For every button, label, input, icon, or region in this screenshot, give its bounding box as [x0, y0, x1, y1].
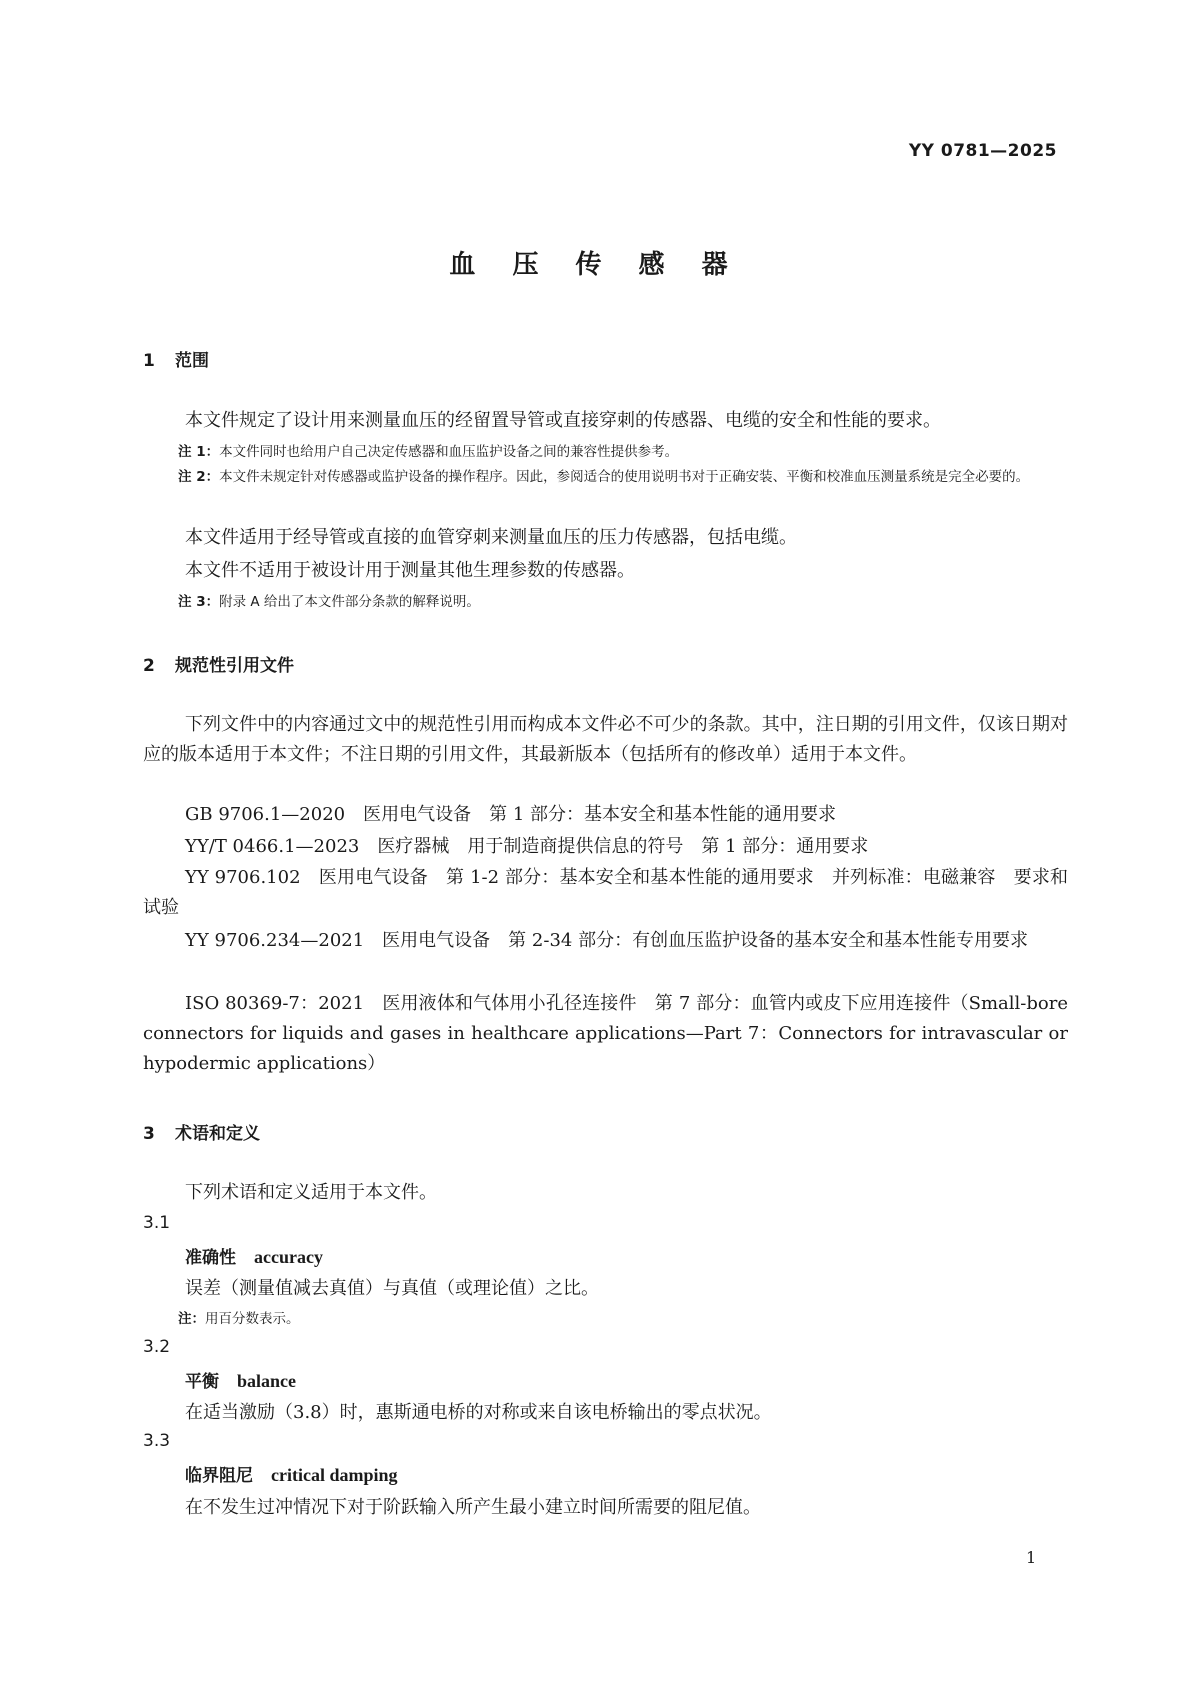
term-definition: 在不发生过冲情况下对于阶跃输入所产生最小建立时间所需要的阻尼值。: [185, 1497, 761, 1518]
section-number: 1: [143, 351, 155, 371]
section-title: 范围: [175, 351, 209, 371]
reference-item: YY 9706.234—2021 医用电气设备 第 2-34 部分：有创血压监护设备的基本安全和基本性能专用要求: [185, 930, 1029, 951]
section-title: 规范性引用文件: [175, 656, 294, 676]
term-heading: [185, 1367, 296, 1392]
note-1: [178, 440, 678, 460]
note-text: 本文件同时也给用户自己决定传感器和血压监护设备之间的兼容性提供参考。: [219, 444, 679, 460]
term-en: critical damping: [271, 1465, 398, 1485]
section-number: 2: [143, 656, 155, 676]
section-number: 3: [143, 1124, 155, 1144]
reference-item: YY/T 0466.1—2023 医疗器械 用于制造商提供信息的符号 第 1 部分：通用要求: [185, 836, 869, 857]
section-1-heading: [143, 346, 209, 371]
note-label: 注 2：: [178, 469, 220, 485]
section-title: 术语和定义: [175, 1124, 260, 1144]
paragraph: 下列术语和定义适用于本文件。: [185, 1182, 437, 1203]
term-definition: 在适当激励（3.8）时，惠斯通电桥的对称或来自该电桥输出的零点状况。: [185, 1402, 772, 1423]
term-heading: [185, 1243, 323, 1268]
term-note: [178, 1307, 300, 1327]
document-number: YY 0781—2025: [908, 141, 1057, 161]
reference-item: YY 9706.102 医用电气设备 第 1-2 部分：基本安全和基本性能的通用要求 并列标准：电磁兼容 要求和试验: [143, 867, 1068, 918]
section-2-heading: [143, 651, 294, 676]
note-label: 注 1：: [178, 444, 220, 460]
note-text: 用百分数表示。: [205, 1311, 300, 1327]
term-zh: 平衡: [185, 1372, 219, 1392]
term-zh: 准确性: [185, 1248, 236, 1268]
term-definition: 误差（测量值减去真值）与真值（或理论值）之比。: [185, 1278, 599, 1299]
term-number: 3.3: [143, 1431, 171, 1451]
note-label: 注：: [178, 1311, 205, 1327]
note-text: 本文件未规定针对传感器或监护设备的操作程序。因此，参阅适合的使用说明书对于正确安装、平衡和校准血压测量系统是完全必要的。: [219, 469, 1030, 485]
note-text: 附录 A 给出了本文件部分条款的解释说明。: [219, 594, 480, 610]
paragraph: 下列文件中的内容通过文中的规范性引用而构成本文件必不可少的条款。其中，注日期的引用文件，仅该日期对应的版本适用于本文件；不注日期的引用文件，其最新版本（包括所有的修改单）适用于本文件。: [143, 714, 1068, 765]
note-2: [178, 464, 1102, 491]
paragraph: 本文件不适用于被设计用于测量其他生理参数的传感器。: [185, 560, 635, 581]
page-title: 血 压 传 感 器: [449, 250, 742, 280]
paragraph: 本文件适用于经导管或直接的血管穿刺来测量血压的压力传感器，包括电缆。: [185, 527, 797, 548]
section-3-heading: [143, 1119, 260, 1144]
note-label: 注 3：: [178, 594, 220, 610]
term-en: balance: [237, 1371, 297, 1391]
term-heading: [185, 1461, 398, 1486]
reference-item: GB 9706.1—2020 医用电气设备 第 1 部分：基本安全和基本性能的通用要求: [185, 804, 837, 825]
term-en: accuracy: [254, 1247, 323, 1267]
page-number: 1: [1026, 1548, 1037, 1567]
reference-item: ISO 80369-7：2021 医用液体和气体用小孔径连接件 第 7 部分：血管内或皮下应用连接件（Small-bore connectors for liquids and gases in healthcare applications—Part 7：Connectors for intravascular or hypodermic applications）: [143, 993, 1068, 1074]
term-number: 3.1: [143, 1213, 171, 1233]
note-3: [178, 590, 480, 610]
term-number: 3.2: [143, 1337, 171, 1357]
paragraph: 本文件规定了设计用来测量血压的经留置导管或直接穿刺的传感器、电缆的安全和性能的要求。: [185, 410, 941, 431]
term-zh: 临界阻尼: [185, 1466, 253, 1486]
